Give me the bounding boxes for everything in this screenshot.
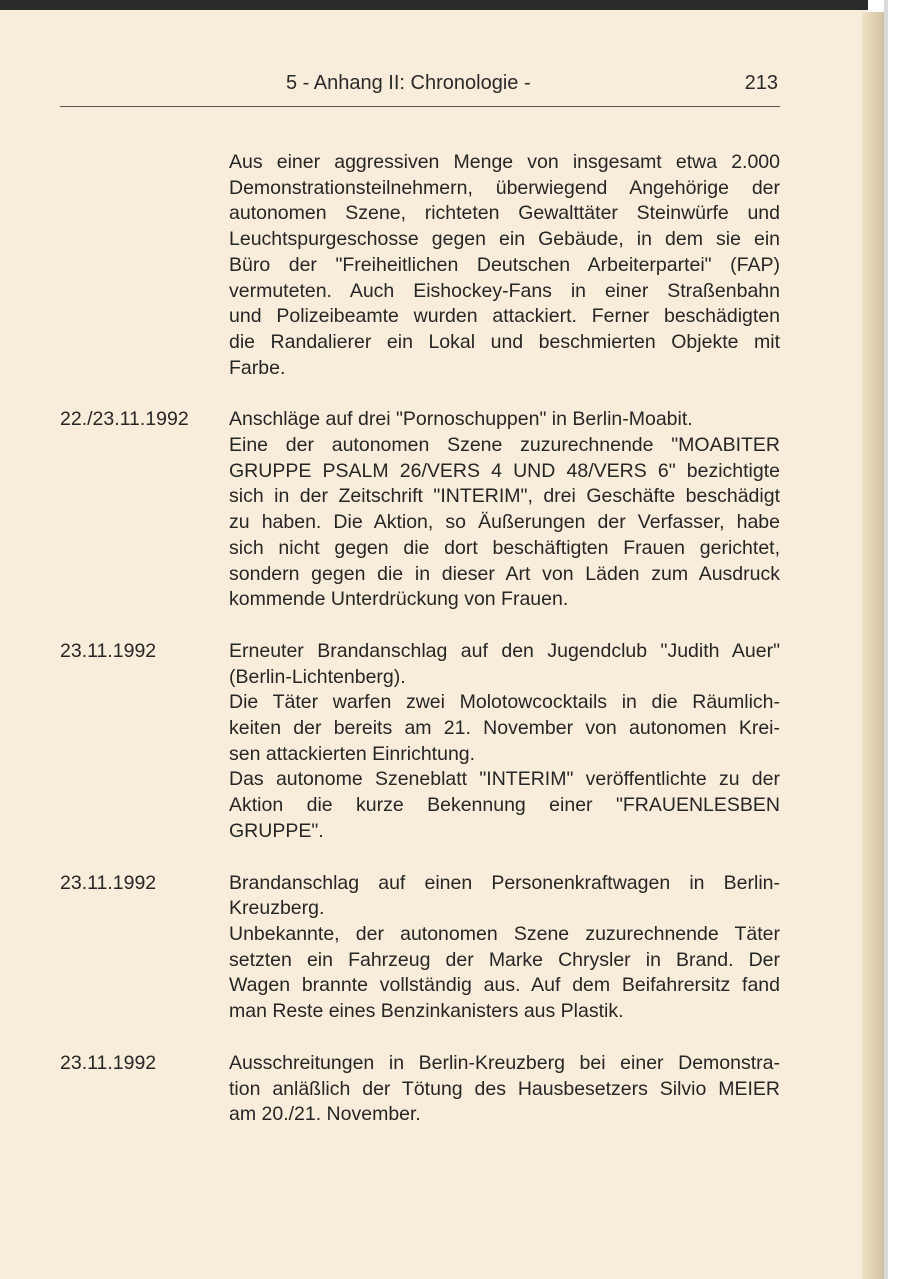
entry-text [229,150,780,381]
text-line: Erneuter Brandanschlag auf den Jugendclub "Judith Auer" [229,639,780,662]
scan-border [884,0,888,1279]
paragraph [229,767,780,844]
page-header [60,70,780,107]
text-line: die Randalierer ein Lokal und beschmierten Objekte mit [229,330,780,353]
text-line: GRUPPE PSALM 26/VERS 4 UND 48/VERS 6" bezichtigte [229,459,780,482]
entry-text [229,871,780,1025]
text-line: Unbekannte, der autonomen Szene zuzurechnende Täter [229,922,780,945]
page-edges [862,12,886,1279]
entry-date [60,150,229,381]
chronology-entry [60,1051,780,1128]
text-line: kommende Unterdrückung von Frauen. [229,588,569,611]
entry-date: 23.11.1992 [60,1051,157,1074]
chronology-body [60,150,780,1154]
paragraph [229,1051,780,1128]
chronology-entry [60,871,780,1025]
text-line: Demonstrationsteilnehmern, überwiegend Angehörige der [229,176,780,199]
text-line: vermuteten. Auch Eishockey-Fans in einer Straßenbahn [229,279,780,302]
paragraph [229,407,780,433]
entry-date: 23.11.1992 [60,639,157,662]
text-line: sich in der Zeitschrift "INTERIM", drei Geschäfte beschädigt [229,485,780,508]
running-title: 5 - Anhang II: Chronologie - [286,72,531,94]
text-line: Büro der "Freiheitlichen Deutschen Arbeiterpartei" (FAP) [229,253,780,276]
text-line: zu haben. Die Aktion, so Äußerungen der Verfasser, habe [229,511,780,534]
text-line: Leuchtspurgeschosse gegen ein Gebäude, in dem sie ein [229,228,780,251]
text-line: keiten der bereits am 21. November von autonomen Krei- [229,717,780,740]
entry-text [229,1051,780,1128]
paragraph [229,871,780,922]
paragraph [229,690,780,767]
text-line: Brandanschlag auf einen Personenkraftwagen in Berlin- [229,871,780,894]
paragraph [229,639,780,690]
text-line: Das autonome Szeneblatt "INTERIM" veröffentlichte zu der [229,768,780,791]
text-line: Anschläge auf drei "Pornoschuppen" in Berlin-Moabit. [229,408,693,431]
text-line: GRUPPE". [229,819,324,842]
chronology-entry [60,639,780,845]
text-line: Aktion die kurze Bekennung einer "FRAUENLESBEN [229,794,780,817]
chronology-entry [60,407,780,613]
entry-text [229,407,780,613]
text-line: Farbe. [229,356,286,379]
paragraph [229,150,780,381]
text-line: Wagen brannte vollständig aus. Auf dem Beifahrersitz fand [229,974,780,997]
text-line: sen attackierten Einrichtung. [229,742,476,765]
entry-date: 22./23.11.1992 [60,408,189,431]
text-line: sich nicht gegen die dort beschäftigten Frauen gerichtet, [229,536,780,559]
text-line: man Reste eines Benzinkanisters aus Plastik. [229,1000,624,1023]
entry-date: 23.11.1992 [60,871,157,894]
entry-text [229,639,780,845]
text-line: tion anläßlich der Tötung des Hausbesetzers Silvio MEIER [229,1077,780,1100]
text-line: Ausschreitungen in Berlin-Kreuzberg bei einer Demonstra- [229,1051,780,1074]
page-number: 213 [744,72,778,94]
text-line: Eine der autonomen Szene zuzurechnende "MOABITER [229,434,780,457]
text-line: Die Täter warfen zwei Molotowcocktails in die Räumlich- [229,691,780,714]
text-line: (Berlin-Lichtenberg). [229,665,406,688]
paragraph [229,433,780,613]
text-line: Kreuzberg. [229,897,325,920]
text-line: Aus einer aggressiven Menge von insgesamt etwa 2.000 [229,151,780,173]
text-line: sondern gegen die in dieser Art von Läden zum Ausdruck [229,562,780,585]
text-line: und Polizeibeamte wurden attackiert. Ferner beschädigten [229,305,780,328]
text-line: setzten ein Fahrzeug der Marke Chrysler in Brand. Der [229,948,780,971]
text-line: autonomen Szene, richteten Gewalttäter Steinwürfe und [229,202,780,225]
text-line: am 20./21. November. [229,1103,421,1126]
paragraph [229,922,780,1025]
chronology-entry [60,150,780,381]
